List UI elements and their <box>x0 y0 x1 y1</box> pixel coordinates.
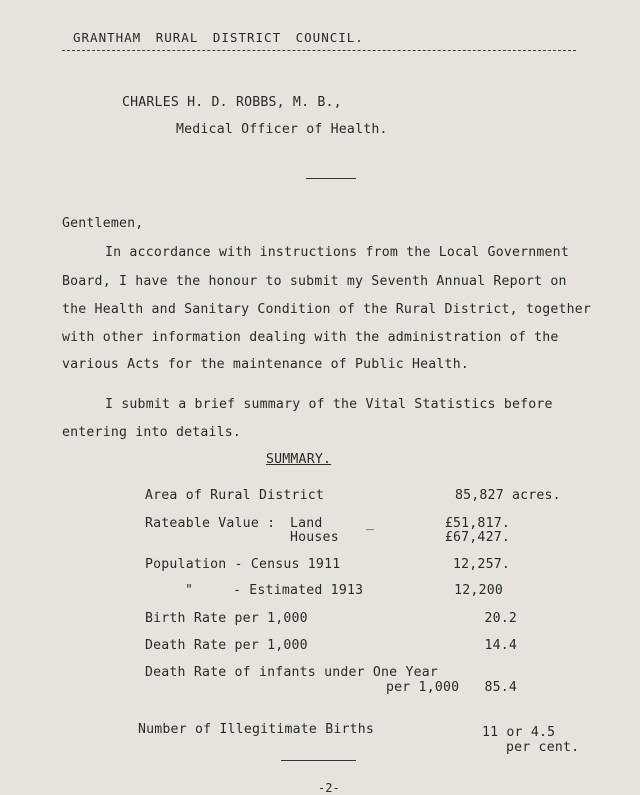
population-estimated-value: 12,200 <box>454 583 503 598</box>
death-rate-value: 14.4 <box>484 638 517 653</box>
summary-heading: SUMMARY. <box>266 452 332 467</box>
population-census-value: 12,257. <box>453 557 510 572</box>
dashed-divider <box>62 50 576 51</box>
area-label: Area of Rural District <box>145 488 325 503</box>
paragraph-1-line-3: the Health and Sanitary Condition of the Rural District, together <box>62 302 592 317</box>
ditto-mark: " <box>185 583 194 598</box>
paragraph-1-line-1: In accordance with instructions from the Local Government <box>105 245 569 260</box>
paragraph-2-line-1: I submit a brief summary of the Vital Statistics before <box>105 397 553 412</box>
infant-death-rate-value: 85.4 <box>484 680 517 695</box>
salutation: Gentlemen, <box>62 216 144 231</box>
houses-label: Houses <box>290 530 339 545</box>
area-value: 85,827 acres. <box>455 488 561 503</box>
bottom-rule <box>281 760 356 761</box>
illegitimate-births-percent: per cent. <box>506 740 580 755</box>
land-dash: _ <box>366 516 375 531</box>
population-estimated-label: - Estimated 1913 <box>233 583 364 598</box>
paragraph-2-line-2: entering into details. <box>62 425 242 440</box>
infant-death-rate-label-2: per 1,000 <box>386 680 460 695</box>
page-number: -2- <box>318 781 340 795</box>
population-census-label: Population - Census 1911 <box>145 557 341 572</box>
land-value: £51,817. <box>444 516 510 531</box>
illegitimate-births-value: 11 or 4.5 <box>482 725 556 740</box>
land-label: Land <box>290 516 323 531</box>
short-rule <box>306 178 356 179</box>
paragraph-1-line-4: with other information dealing with the administration of the <box>62 330 559 345</box>
rateable-label: Rateable Value : <box>145 516 276 531</box>
paragraph-1-line-5: various Acts for the maintenance of Public Health. <box>62 357 469 372</box>
officer-name: CHARLES H. D. ROBBS, M. B., <box>122 95 342 110</box>
houses-value: £67,427. <box>444 530 510 545</box>
paragraph-1-line-2: Board, I have the honour to submit my Seventh Annual Report on <box>62 274 567 289</box>
birth-rate-value: 20.2 <box>484 611 517 626</box>
birth-rate-label: Birth Rate per 1,000 <box>145 611 308 626</box>
officer-title: Medical Officer of Health. <box>176 122 388 137</box>
illegitimate-births-label: Number of Illegitimate Births <box>138 722 375 737</box>
death-rate-label: Death Rate per 1,000 <box>145 638 308 653</box>
council-header: GRANTHAM RURAL DISTRICT COUNCIL. <box>73 30 364 45</box>
infant-death-rate-label: Death Rate of infants under One Year <box>145 665 439 680</box>
